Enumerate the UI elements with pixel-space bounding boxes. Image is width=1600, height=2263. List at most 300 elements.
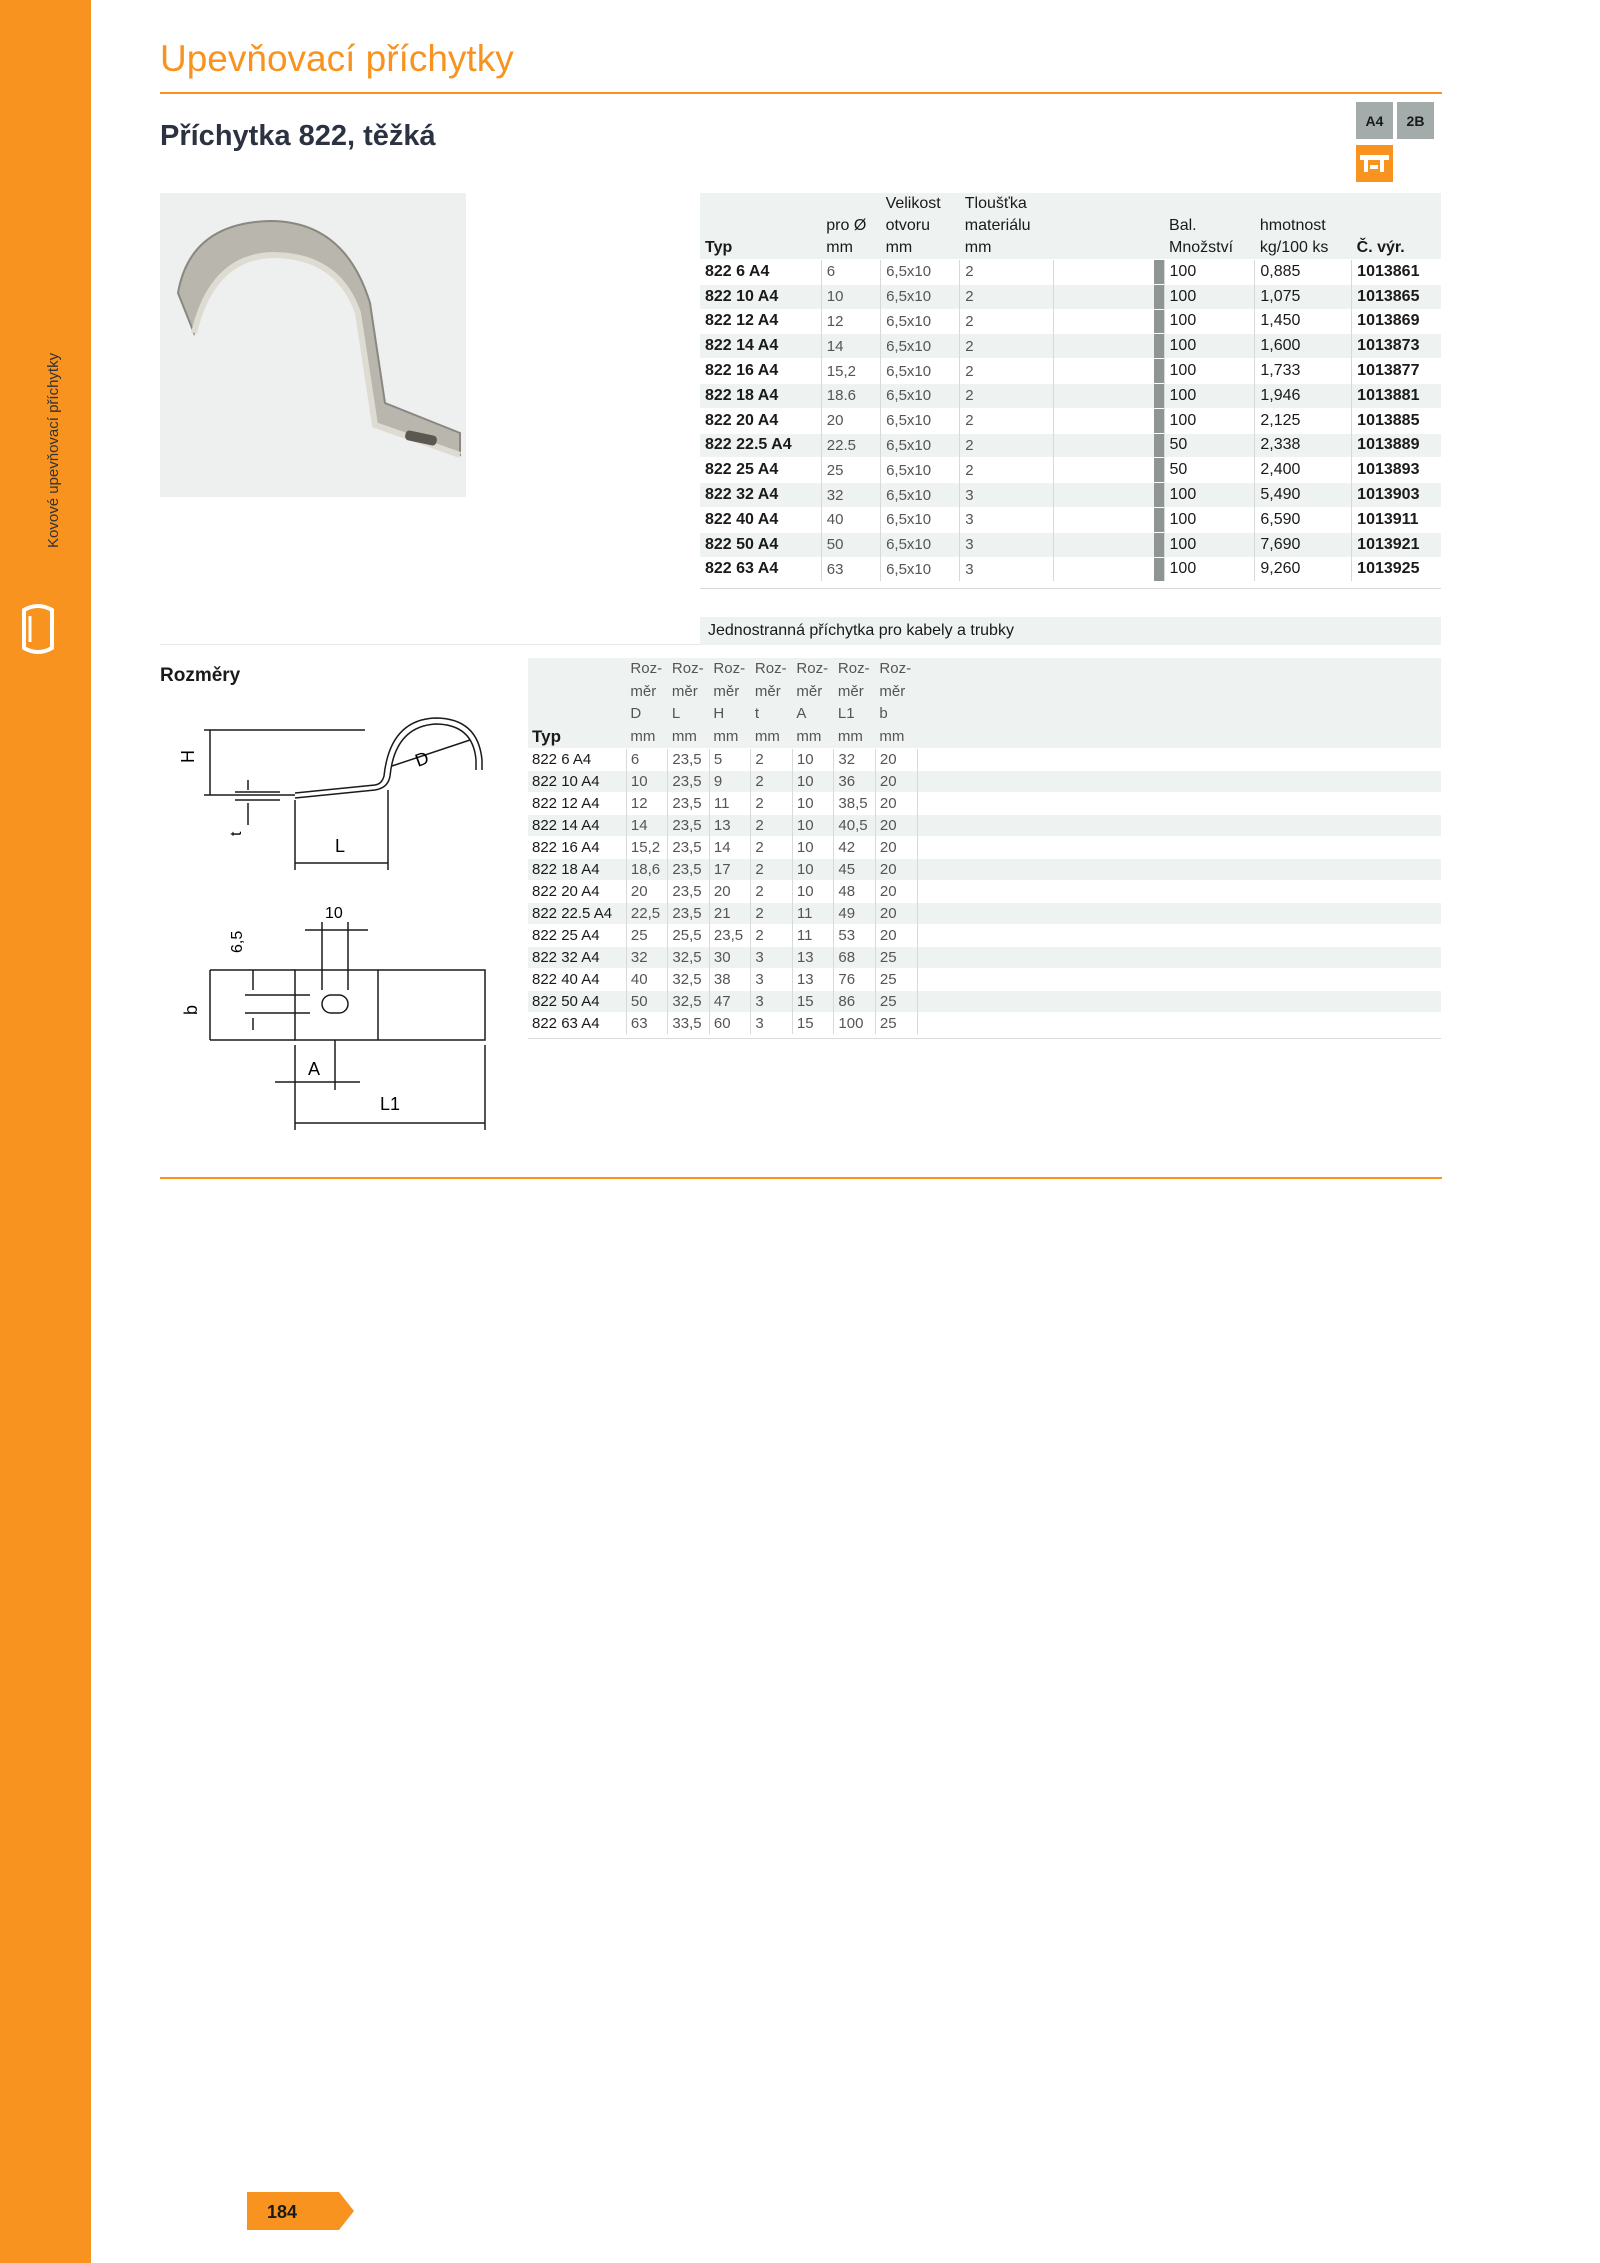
spacer-cell (1053, 408, 1154, 433)
table-cell: 12 (821, 309, 880, 334)
table-cell: 100 (1164, 260, 1255, 285)
table-cell: 2 (960, 458, 1053, 483)
table-header-cell (1352, 215, 1441, 237)
dims-row (528, 837, 1441, 859)
table-cell: 822 18 A4 (700, 383, 821, 408)
table-divider (700, 588, 1441, 589)
dims-cell: 32,5 (668, 947, 710, 969)
spacer-cell (1053, 260, 1154, 285)
table-cell: 7,690 (1255, 532, 1352, 557)
dims-header-cell: mm (751, 726, 793, 749)
separator-bar (1154, 260, 1165, 285)
separator-bar (1154, 458, 1165, 483)
dims-cell: 20 (875, 881, 917, 903)
table-cell: 15,2 (821, 359, 880, 384)
table-cell: 1013881 (1352, 383, 1441, 408)
table-cell: 100 (1164, 408, 1255, 433)
spacer-cell (917, 991, 1441, 1013)
table-cell: 822 40 A4 (700, 507, 821, 532)
page-number: 184 (267, 2202, 298, 2222)
dims-cell: 10 (792, 881, 834, 903)
dims-row (528, 815, 1441, 837)
dims-cell: 5 (709, 749, 751, 771)
table-cell: 1013921 (1352, 532, 1441, 557)
table-cell: 100 (1164, 359, 1255, 384)
table-cell: 10 (821, 284, 880, 309)
dims-header-cell: Roz- (875, 658, 917, 681)
dims-cell: 20 (709, 881, 751, 903)
table-cell: 822 50 A4 (700, 532, 821, 557)
dims-cell: 2 (751, 771, 793, 793)
table-row (700, 284, 1441, 309)
table-cell: 6,5x10 (881, 408, 960, 433)
table-cell: 0,885 (1255, 260, 1352, 285)
dims-cell: 822 16 A4 (528, 837, 626, 859)
dims-cell: 3 (751, 991, 793, 1013)
table-cell: 9,260 (1255, 557, 1352, 581)
dims-cell: 822 20 A4 (528, 881, 626, 903)
dims-header-cell: měr (792, 681, 834, 704)
dims-cell: 30 (709, 947, 751, 969)
dims-cell: 822 63 A4 (528, 1013, 626, 1035)
dims-cell: 23,5 (668, 815, 710, 837)
table-cell: 2,125 (1255, 408, 1352, 433)
product-title: Příchytka 822, těžká (160, 120, 436, 152)
table-row (700, 408, 1441, 433)
table-cell: 822 12 A4 (700, 309, 821, 334)
dims-cell: 49 (834, 903, 876, 925)
dims-cell: 822 14 A4 (528, 815, 626, 837)
separator-bar (1154, 359, 1165, 384)
clip-icon (18, 600, 58, 663)
dims-cell: 48 (834, 881, 876, 903)
table-cell: 1013885 (1352, 408, 1441, 433)
dim-label-6-5: 6,5 (229, 930, 246, 953)
dims-cell: 20 (875, 903, 917, 925)
dims-row (528, 793, 1441, 815)
spacer-cell (1053, 557, 1154, 581)
badge-2b: 2B (1397, 102, 1434, 139)
table-header-cell (821, 193, 880, 215)
dims-cell: 20 (875, 859, 917, 881)
dims-header-cell: mm (668, 726, 710, 749)
table-header-cell: Tloušťka (960, 193, 1053, 215)
table-cell: 1013861 (1352, 260, 1441, 285)
table-cell: 1013903 (1352, 483, 1441, 508)
dims-cell: 100 (834, 1013, 876, 1035)
table-cell: 2 (960, 383, 1053, 408)
dims-cell: 10 (792, 771, 834, 793)
dims-cell: 822 18 A4 (528, 859, 626, 881)
dim-label-t: t (228, 831, 245, 836)
dims-cell: 9 (709, 771, 751, 793)
dims-cell: 10 (792, 793, 834, 815)
dims-header-cell: b (875, 703, 917, 726)
spacer-cell (1053, 334, 1154, 359)
table-row (700, 359, 1441, 384)
dims-cell: 10 (792, 815, 834, 837)
dims-cell: 822 10 A4 (528, 771, 626, 793)
table-cell: 1013889 (1352, 433, 1441, 458)
dims-header-cell: Roz- (709, 658, 751, 681)
table-cell: 822 16 A4 (700, 359, 821, 384)
dim-label-h: H (178, 750, 198, 763)
separator-bar (1154, 433, 1165, 458)
dims-cell: 10 (792, 837, 834, 859)
dims-cell: 40,5 (834, 815, 876, 837)
dims-cell: 2 (751, 881, 793, 903)
table-cell: 1013873 (1352, 334, 1441, 359)
table-row (700, 532, 1441, 557)
separator-bar (1154, 334, 1165, 359)
dims-cell: 25 (626, 925, 668, 947)
dims-cell: 15,2 (626, 837, 668, 859)
dims-cell: 822 25 A4 (528, 925, 626, 947)
table-header-cell: mm (881, 237, 960, 260)
mounting-tool-icon (1356, 145, 1393, 187)
dims-cell: 11 (792, 925, 834, 947)
spacer-cell (917, 837, 1441, 859)
table-cell: 6,5x10 (881, 433, 960, 458)
dims-cell: 10 (792, 749, 834, 771)
dims-row (528, 925, 1441, 947)
table-cell: 2 (960, 284, 1053, 309)
table-header-cell (700, 193, 821, 215)
dims-cell: 2 (751, 925, 793, 947)
spacer-cell (1053, 483, 1154, 508)
dims-table-divider (528, 1038, 1441, 1039)
table-cell: 6,5x10 (881, 557, 960, 581)
dims-cell: 25,5 (668, 925, 710, 947)
separator-bar (1154, 284, 1165, 309)
dims-cell: 25 (875, 969, 917, 991)
spacer-cell (1053, 193, 1154, 215)
table-row (700, 383, 1441, 408)
table-cell: 3 (960, 507, 1053, 532)
table-cell: 1,946 (1255, 383, 1352, 408)
dims-cell: 25 (875, 1013, 917, 1035)
table-cell: 1013865 (1352, 284, 1441, 309)
dims-header-cell: Typ (528, 726, 626, 749)
spacer-cell (917, 881, 1441, 903)
separator-bar (1154, 532, 1165, 557)
dims-header-cell: mm (875, 726, 917, 749)
table-cell: 3 (960, 483, 1053, 508)
table-row (700, 458, 1441, 483)
dims-cell: 23,5 (668, 881, 710, 903)
table-cell: 25 (821, 458, 880, 483)
dims-cell: 86 (834, 991, 876, 1013)
dims-cell: 6 (626, 749, 668, 771)
dims-cell: 822 22.5 A4 (528, 903, 626, 925)
badge-a4: A4 (1356, 102, 1393, 139)
dims-cell: 21 (709, 903, 751, 925)
separator-bar (1154, 309, 1165, 334)
dims-header-cell: D (626, 703, 668, 726)
table-cell: 32 (821, 483, 880, 508)
dims-cell: 45 (834, 859, 876, 881)
dims-cell: 22,5 (626, 903, 668, 925)
dims-header-cell: H (709, 703, 751, 726)
table-cell: 822 63 A4 (700, 557, 821, 581)
dims-header-cell: Roz- (792, 658, 834, 681)
table-cell: 822 10 A4 (700, 284, 821, 309)
dims-cell: 63 (626, 1013, 668, 1035)
table-cell: 100 (1164, 284, 1255, 309)
dims-cell: 36 (834, 771, 876, 793)
table-cell: 2 (960, 408, 1053, 433)
spacer-cell (917, 859, 1441, 881)
table-header-cell: otvoru (881, 215, 960, 237)
table-cell: 50 (1164, 458, 1255, 483)
dims-cell: 10 (626, 771, 668, 793)
dims-cell: 23,5 (668, 793, 710, 815)
table-cell: 100 (1164, 507, 1255, 532)
dims-row (528, 1013, 1441, 1035)
product-table (700, 193, 1441, 581)
header-divider (160, 92, 1442, 94)
table-cell: 6 (821, 260, 880, 285)
dims-cell: 822 32 A4 (528, 947, 626, 969)
table-cell: 50 (1164, 433, 1255, 458)
dims-header-cell: A (792, 703, 834, 726)
table-cell: 1,450 (1255, 309, 1352, 334)
table-row (700, 334, 1441, 359)
dims-header-cell: mm (626, 726, 668, 749)
spacer-cell (917, 1013, 1441, 1035)
dims-cell: 23,5 (709, 925, 751, 947)
table-cell: 6,590 (1255, 507, 1352, 532)
spacer-cell (1053, 383, 1154, 408)
dims-cell: 3 (751, 969, 793, 991)
table-header-cell: mm (960, 237, 1053, 260)
separator-bar (1154, 557, 1165, 581)
table-row (700, 507, 1441, 532)
spacer-cell (1053, 532, 1154, 557)
dims-cell: 20 (875, 771, 917, 793)
spacer-cell (917, 969, 1441, 991)
dims-cell: 14 (709, 837, 751, 859)
dims-cell: 3 (751, 1013, 793, 1035)
table-cell: 822 22.5 A4 (700, 433, 821, 458)
sidebar-label: Kovové upevňovací příchytky (45, 352, 62, 548)
table-header-row (700, 215, 1441, 237)
dims-cell: 47 (709, 991, 751, 1013)
dims-header-cell: mm (834, 726, 876, 749)
dims-cell: 12 (626, 793, 668, 815)
dims-header-cell: mm (709, 726, 751, 749)
material-badges (1356, 102, 1434, 139)
table-header-cell (1255, 193, 1352, 215)
dims-row (528, 991, 1441, 1013)
table-cell: 822 6 A4 (700, 260, 821, 285)
product-photo (160, 193, 466, 497)
table-header-cell: Bal. (1164, 215, 1255, 237)
separator-bar (1154, 383, 1165, 408)
dims-row (528, 771, 1441, 793)
dims-cell: 13 (792, 969, 834, 991)
dims-header-cell: Roz- (834, 658, 876, 681)
dim-label-a: A (308, 1059, 321, 1079)
dims-cell: 25 (875, 991, 917, 1013)
table-header-cell (1352, 193, 1441, 215)
table-header-cell: Č. výr. (1352, 237, 1441, 260)
table-cell: 2,338 (1255, 433, 1352, 458)
table-cell: 1013925 (1352, 557, 1441, 581)
dims-row (528, 749, 1441, 771)
dims-header-cell: Roz- (751, 658, 793, 681)
table-cell: 3 (960, 557, 1053, 581)
dims-row (528, 947, 1441, 969)
dim-label-10: 10 (325, 905, 343, 922)
dim-label-l: L (335, 836, 346, 856)
dims-cell: 10 (792, 859, 834, 881)
dims-header-cell: L (668, 703, 710, 726)
dims-cell: 33,5 (668, 1013, 710, 1035)
dims-cell: 20 (626, 881, 668, 903)
page-number-tag (247, 2192, 355, 2235)
dims-cell: 68 (834, 947, 876, 969)
dims-cell: 32,5 (668, 991, 710, 1013)
spacer-cell (1053, 458, 1154, 483)
dim-label-d: D (412, 747, 432, 771)
dims-cell: 13 (709, 815, 751, 837)
dims-cell: 38,5 (834, 793, 876, 815)
spacer-cell (1053, 433, 1154, 458)
dims-header-cell: měr (875, 681, 917, 704)
dims-header-cell: mm (792, 726, 834, 749)
table-cell: 40 (821, 507, 880, 532)
table-cell: 822 25 A4 (700, 458, 821, 483)
dims-cell: 11 (792, 903, 834, 925)
dims-cell: 20 (875, 793, 917, 815)
table-cell: 20 (821, 408, 880, 433)
table-header-cell: Typ (700, 237, 821, 260)
table-cell: 6,5x10 (881, 359, 960, 384)
table-cell: 1013877 (1352, 359, 1441, 384)
table-cell: 1013911 (1352, 507, 1441, 532)
table-cell: 6,5x10 (881, 507, 960, 532)
dims-header-row (528, 681, 1441, 704)
table-row (700, 309, 1441, 334)
table-cell: 2 (960, 309, 1053, 334)
table-cell: 2 (960, 359, 1053, 384)
dims-cell: 2 (751, 859, 793, 881)
table-cell: 1,075 (1255, 284, 1352, 309)
table-cell: 6,5x10 (881, 458, 960, 483)
dims-cell: 38 (709, 969, 751, 991)
table-cell: 18.6 (821, 383, 880, 408)
dims-row (528, 881, 1441, 903)
dims-cell: 20 (875, 925, 917, 947)
table-cell: 2 (960, 334, 1053, 359)
separator-bar (1154, 408, 1165, 433)
spacer-cell (1053, 309, 1154, 334)
dims-cell: 76 (834, 969, 876, 991)
separator-bar (1154, 483, 1165, 508)
dims-cell: 32,5 (668, 969, 710, 991)
table-cell: 5,490 (1255, 483, 1352, 508)
dims-cell: 32 (834, 749, 876, 771)
table-header-cell: kg/100 ks (1255, 237, 1352, 260)
table-cell: 2,400 (1255, 458, 1352, 483)
dim-label-b: b (181, 1004, 201, 1015)
dims-cell: 23,5 (668, 749, 710, 771)
dims-header-cell: měr (709, 681, 751, 704)
dims-cell: 822 6 A4 (528, 749, 626, 771)
dims-cell: 50 (626, 991, 668, 1013)
table-cell: 822 20 A4 (700, 408, 821, 433)
dims-cell: 2 (751, 749, 793, 771)
table-cell: 100 (1164, 557, 1255, 581)
table-cell: 3 (960, 532, 1053, 557)
table-cell: 6,5x10 (881, 334, 960, 359)
table-header-row (700, 237, 1441, 260)
spacer-cell (1154, 237, 1165, 260)
dims-cell: 15 (792, 991, 834, 1013)
spacer-cell (917, 771, 1441, 793)
dims-row (528, 969, 1441, 991)
spacer-cell (917, 815, 1441, 837)
table-cell: 6,5x10 (881, 383, 960, 408)
spacer-cell (917, 793, 1441, 815)
table-cell: 6,5x10 (881, 284, 960, 309)
table-row (700, 483, 1441, 508)
dims-cell: 25 (875, 947, 917, 969)
table-cell: 14 (821, 334, 880, 359)
dims-cell: 20 (875, 837, 917, 859)
dims-cell: 11 (709, 793, 751, 815)
table-cell: 6,5x10 (881, 309, 960, 334)
table-cell: 6,5x10 (881, 260, 960, 285)
dims-cell: 42 (834, 837, 876, 859)
dims-cell: 2 (751, 815, 793, 837)
table-cell: 100 (1164, 483, 1255, 508)
dims-cell: 23,5 (668, 903, 710, 925)
product-description: Jednostranná příchytka pro kabely a trubky (700, 617, 1441, 645)
dims-header-cell: Roz- (668, 658, 710, 681)
spacer-cell (1053, 284, 1154, 309)
dimensions-title: Rozměry (160, 665, 241, 686)
table-header-cell: materiálu (960, 215, 1053, 237)
table-header-cell: pro Ø (821, 215, 880, 237)
dims-cell: 2 (751, 837, 793, 859)
dims-cell: 40 (626, 969, 668, 991)
dims-header-cell: měr (668, 681, 710, 704)
dims-cell: 822 12 A4 (528, 793, 626, 815)
table-cell: 6,5x10 (881, 532, 960, 557)
table-cell: 100 (1164, 309, 1255, 334)
spacer-cell (1154, 193, 1165, 215)
dims-header-cell: L1 (834, 703, 876, 726)
page-title: Upevňovací příchytky (160, 38, 514, 79)
dims-header-cell (528, 658, 626, 681)
spacer-cell (917, 903, 1441, 925)
dims-header-cell: t (751, 703, 793, 726)
dims-cell: 822 50 A4 (528, 991, 626, 1013)
table-header-cell: Velikost (881, 193, 960, 215)
dims-header-row (528, 703, 1441, 726)
table-cell: 822 32 A4 (700, 483, 821, 508)
dims-cell: 14 (626, 815, 668, 837)
table-cell: 63 (821, 557, 880, 581)
table-cell: 100 (1164, 383, 1255, 408)
dims-cell: 53 (834, 925, 876, 947)
table-cell: 2 (960, 260, 1053, 285)
spacer-cell (917, 726, 1441, 749)
spacer-cell (917, 749, 1441, 771)
dims-header-row (528, 658, 1441, 681)
